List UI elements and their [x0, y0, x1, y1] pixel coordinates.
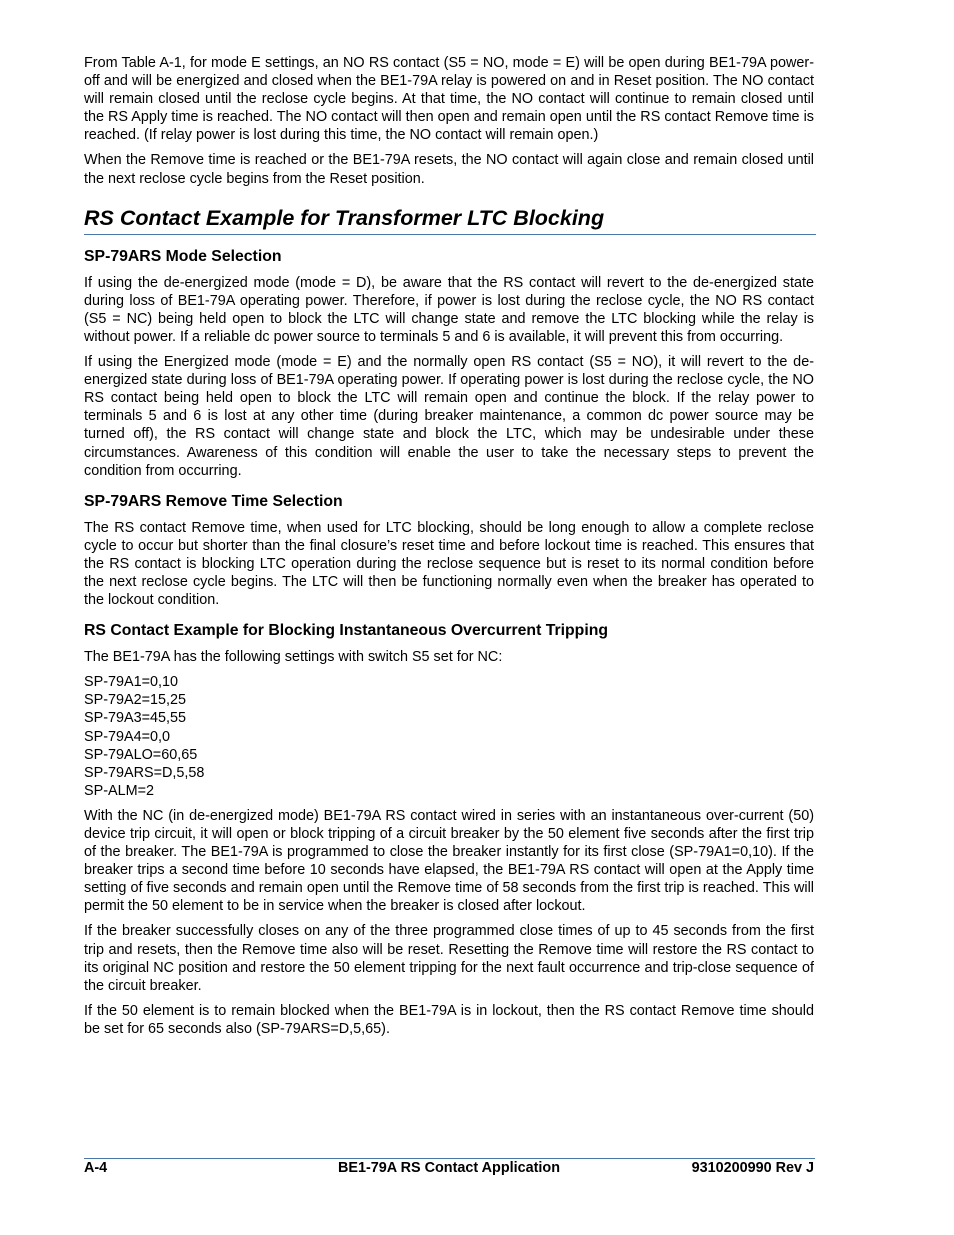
- remove-time-paragraph-1: The RS contact Remove time, when used for LTC blocking, should be long enough to allow a complete reclose cycle to occur but shorter than the final closure’s reset time and before lockout time is reached. This ensures that the RS contact is blocking LTC operation during the reclose sequence but is reset to its normal condition before the next reclose cycle begins. The LTC will then be functioning normally even when the breaker has operated to the lockout condition.: [84, 519, 814, 609]
- footer-title: BE1-79A RS Contact Application: [337, 1160, 560, 1176]
- settings-line: SP-79A4=0,0: [84, 728, 171, 745]
- footer-divider: [84, 1158, 815, 1159]
- settings-line: SP-79A2=15,25: [84, 692, 187, 709]
- settings-line: SP-ALM=2: [84, 782, 154, 799]
- settings-line: SP-79ALO=60,65: [84, 746, 198, 763]
- overcurrent-paragraph-3: If the 50 element is to remain blocked when the BE1-79A is in lockout, then the RS contact Remove time should be set for 65 seconds also (SP-79ARS=D,5,65).: [84, 1002, 814, 1037]
- intro-paragraph-1: From Table A-1, for mode E settings, an NO RS contact (S5 = NO, mode = E) will be open during BE1-79A power-off and will be energized and closed when the BE1-79A relay is powered on and in Reset position. The NO contact will remain closed until the reclose cycle begins. At that time, the NO contact will continue to remain closed until the RS Apply time is reached. The NO contact will then open and remain open until the RS contact Remove time is reached. (If relay power is lost during this time, the NO contact will remain open.): [84, 55, 814, 144]
- remove-time-heading: SP-79ARS Remove Time Selection: [84, 492, 343, 510]
- overcurrent-intro: The BE1-79A has the following settings with switch S5 set for NC:: [84, 649, 503, 666]
- footer-doc-number: 9310200990 Rev J: [691, 1160, 814, 1176]
- page-content: [84, 54, 814, 1045]
- intro-paragraph-2: When the Remove time is reached or the BE1-79A resets, the NO contact will again close and remain closed until the next reclose cycle begins from the Reset position.: [84, 152, 814, 187]
- section-title: RS Contact Example for Transformer LTC Blocking: [84, 205, 816, 235]
- overcurrent-paragraph-2: If the breaker successfully closes on any of the three programmed close times of up to 45 seconds from the first trip and resets, then the Remove time also will be reset. Resetting the Remove time will restore the RS contact to its original NC position and restore the 50 element tripping for the next fault occurrence and trip-close sequence of the circuit breaker.: [84, 923, 814, 994]
- settings-line: SP-79A1=0,10: [84, 674, 179, 691]
- overcurrent-heading: RS Contact Example for Blocking Instantaneous Overcurrent Tripping: [84, 622, 609, 640]
- mode-selection-heading: SP-79ARS Mode Selection: [84, 247, 282, 265]
- settings-list: [84, 673, 814, 800]
- overcurrent-paragraph-1: With the NC (in de-energized mode) BE1-79A RS contact wired in series with an instantaneous over-current (50) device trip circuit, it will open or block tripping of a circuit breaker by the 50 element five seconds after the first trip of the breaker. The BE1-79A is programmed to close the breaker instantly for its first close (SP-79A1=0,10). If the breaker trips a second time before 10 seconds have elapsed, the BE1-79A RS contact will open at the Apply time setting of five seconds and remain open until the Remove time of 58 seconds from the first trip is reached. This will permit the 50 element to be in service when the breaker is closed after lockout.: [84, 807, 814, 915]
- settings-line: SP-79A3=45,55: [84, 710, 187, 727]
- settings-line: SP-79ARS=D,5,58: [84, 764, 205, 781]
- mode-selection-paragraph-1: If using the de-energized mode (mode = D), be aware that the RS contact will revert to the de-energized state during loss of BE1-79A operating power. Therefore, if power is lost during the reclose cycle, the NO RS contact (S5 = NC) being held open to block the LTC will change state and remove the LTC blocking while the relay is without power. If a reliable dc power source to terminals 5 and 6 is available, it will prevent this from occurring.: [84, 274, 814, 345]
- footer-page-number: A-4: [84, 1160, 108, 1176]
- mode-selection-paragraph-2: If using the Energized mode (mode = E) and the normally open RS contact (S5 = NO), it will revert to the de-energized state during loss of BE1-79A operating power. If operating power is lost during the reclose cycle, the NO RS contact being held open to block the LTC will remain open and continue the block. If the relay power to terminals 5 and 6 is lost at any other time (during breaker maintenance, a common dc power source may be turned off), the RS contact will change state and block the LTC, which may be undesirable under these circumstances. Awareness of this condition will enable the user to take the necessary steps to prevent the condition from occurring.: [84, 354, 814, 479]
- page-footer: [84, 1160, 814, 1180]
